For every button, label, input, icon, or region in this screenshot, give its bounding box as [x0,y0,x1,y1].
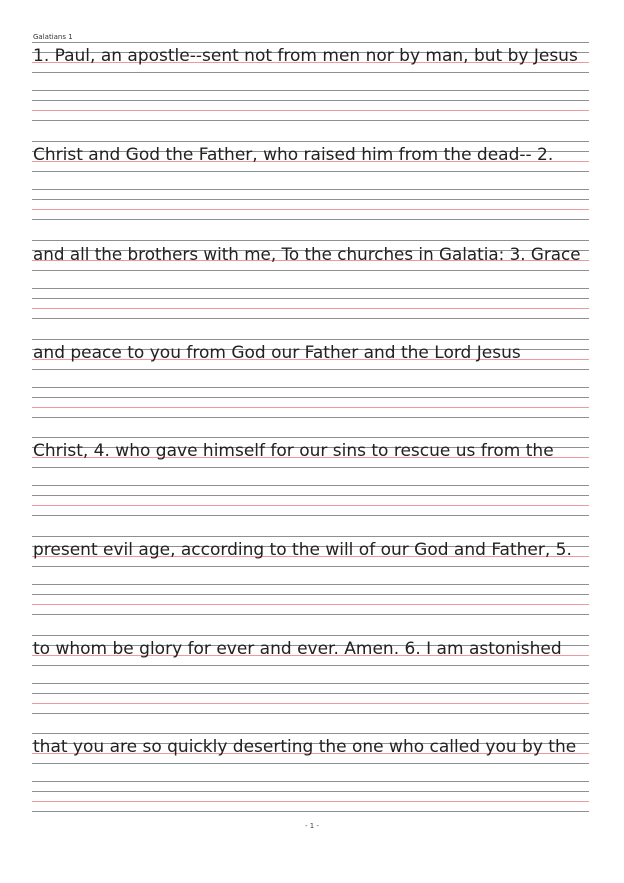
writing-band-4 [32,339,589,438]
verse-line-3: and all the brothers with me, To the churches in Galatia: 3. Grace [33,244,581,264]
verse-line-7: to whom be glory for ever and ever. Amen. 6. I am astonished [33,639,562,659]
writing-band-5 [32,437,589,536]
writing-band-7 [32,635,589,734]
verse-line-1: 1. Paul, an apostle--sent not from men nor by man, but by Jesus [33,46,578,66]
verse-line-8: that you are so quickly deserting the one who called you by the [33,737,577,757]
writing-band-1 [32,42,589,141]
writing-band-6 [32,536,589,635]
writing-band-2 [32,141,589,240]
verse-line-2: Christ and God the Father, who raised him from the dead-- 2. [33,145,554,165]
verse-line-6: present evil age, according to the will of our God and Father, 5. [33,540,572,560]
page-header-title: Galatians 1 [33,33,73,41]
writing-band-3 [32,240,589,339]
verse-line-5: Christ, 4. who gave himself for our sins to rescue us from the [33,441,554,461]
verse-line-4: and peace to you from God our Father and the Lord Jesus [33,343,521,363]
page-number: - 1 - [305,822,319,830]
writing-band-8 [32,733,589,832]
